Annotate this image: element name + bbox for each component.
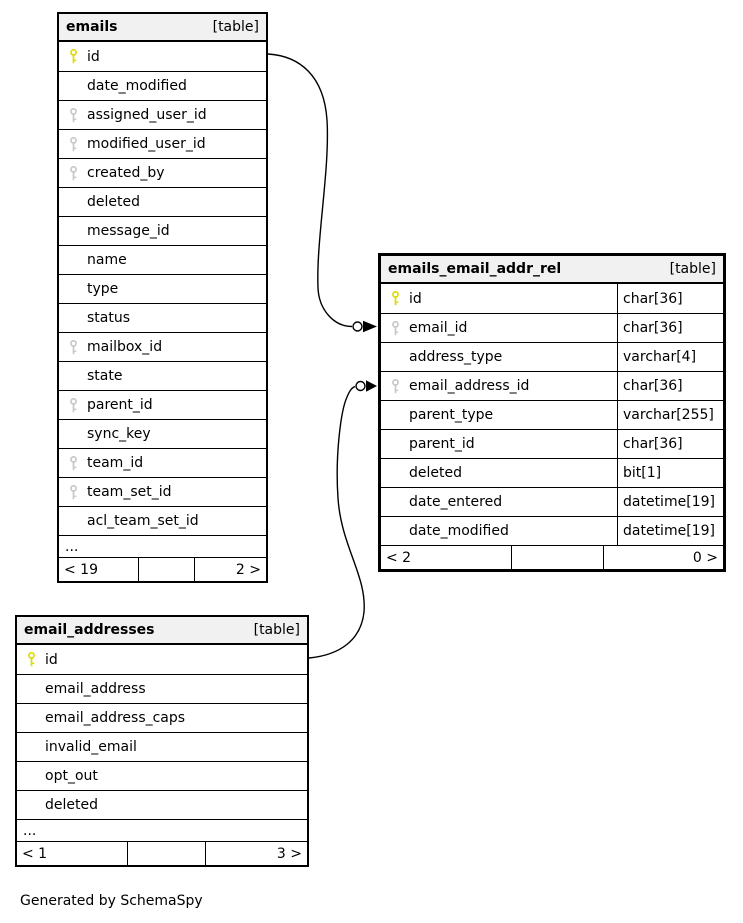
column-name-label: email_address_caps: [45, 710, 186, 726]
column-name-label: opt_out: [45, 768, 98, 784]
column-name: [59, 72, 266, 100]
column-name-label: parent_id: [409, 436, 475, 452]
footer-parents-count: < 2: [386, 549, 412, 566]
column-name-label: created_by: [87, 165, 165, 181]
column-name-label: email_address: [45, 681, 146, 697]
column-name: [381, 343, 617, 371]
column-name-label: id: [87, 48, 100, 65]
column-deleted: [59, 187, 266, 216]
cardinality-circle: [356, 382, 365, 391]
primary-key-icon: [68, 49, 79, 64]
column-name: [59, 391, 266, 419]
column-name-label: team_set_id: [87, 484, 172, 500]
column-name-label: sync_key: [87, 426, 151, 442]
column-name-label: state: [87, 368, 123, 384]
foreign-key-icon: [68, 456, 79, 471]
column-name-label: id: [409, 290, 422, 307]
table-header: [17, 617, 307, 645]
foreign-key-icon: [68, 108, 79, 123]
foreign-key-icon: [68, 340, 79, 355]
column-name: [59, 246, 266, 274]
column-name: [381, 372, 617, 400]
foreign-key-icon: [68, 137, 79, 152]
column-name-label: message_id: [87, 223, 170, 239]
column-parent_id: [59, 390, 266, 419]
key-icon-slot: [388, 379, 402, 394]
column-name: [59, 188, 266, 216]
column-name: [59, 304, 266, 332]
column-date_entered: [381, 487, 723, 516]
foreign-key-icon: [68, 398, 79, 413]
key-icon-slot: [24, 652, 38, 667]
footer-children-count: 0 >: [603, 546, 723, 569]
primary-key-icon: [390, 291, 401, 306]
column-email_address: [17, 674, 307, 703]
relationship-curve: [309, 387, 364, 659]
key-icon-slot: [66, 456, 80, 471]
column-created_by: [59, 158, 266, 187]
column-email_address_id: [381, 371, 723, 400]
foreign-key-icon: [68, 485, 79, 500]
key-icon-slot: [66, 49, 80, 64]
column-name: [17, 645, 307, 674]
column-name-label: deleted: [409, 465, 462, 481]
column-name-label: address_type: [409, 349, 503, 365]
column-name-label: parent_type: [409, 407, 494, 423]
footer-children-count: 2 >: [194, 558, 266, 581]
column-name-label: email_id: [409, 320, 468, 336]
column-name: [17, 791, 307, 819]
column-name: [59, 333, 266, 361]
column-sync_key: [59, 419, 266, 448]
column-date_modified: [381, 516, 723, 545]
table-footer: [17, 841, 307, 865]
column-name: [59, 507, 266, 535]
arrowhead: [363, 321, 377, 332]
relationship-curve: [268, 54, 352, 327]
column-name: [17, 733, 307, 761]
column-name-label: assigned_user_id: [87, 107, 207, 123]
column-team_set_id: [59, 477, 266, 506]
key-icon-slot: [66, 137, 80, 152]
column-name: [59, 159, 266, 187]
column-name-label: team_id: [87, 455, 144, 471]
column-type: [59, 274, 266, 303]
primary-key-icon: [26, 652, 37, 667]
column-name: [59, 449, 266, 477]
footer-middle-cell: [138, 558, 194, 581]
column-name-label: acl_team_set_id: [87, 513, 199, 529]
column-parent_id: [381, 429, 723, 458]
table-footer: [59, 557, 266, 581]
column-name-label: email_address_id: [409, 378, 530, 394]
table-footer: [381, 545, 723, 569]
key-icon-slot: [66, 340, 80, 355]
column-type: char[36]: [617, 372, 723, 400]
column-type: datetime[19]: [617, 517, 723, 545]
column-id: [17, 645, 307, 674]
column-invalid_email: [17, 732, 307, 761]
column-type: char[36]: [617, 284, 723, 313]
table-title: emails: [66, 19, 118, 35]
column-id: [381, 284, 723, 313]
table-tag-label: [table]: [669, 261, 716, 277]
footer-middle-cell: [127, 842, 205, 865]
column-date_modified: [59, 71, 266, 100]
column-name: [59, 101, 266, 129]
column-name: [59, 245, 266, 274]
column-name-label: date_modified: [409, 523, 509, 539]
ellipsis-row: ...: [59, 535, 266, 557]
column-name-label: date_entered: [409, 494, 503, 510]
column-acl_team_set_id: [59, 506, 266, 535]
column-email_address_caps: [17, 703, 307, 732]
foreign-key-icon: [68, 166, 79, 181]
column-team_id: [59, 448, 266, 477]
column-deleted: [17, 790, 307, 819]
foreign-key-icon: [390, 321, 401, 336]
column-name: [59, 275, 266, 303]
column-type: datetime[19]: [617, 488, 723, 516]
column-name: [381, 314, 617, 342]
column-opt_out: [17, 761, 307, 790]
column-mailbox_id: [59, 332, 266, 361]
column-state: [59, 361, 266, 390]
key-icon-slot: [66, 166, 80, 181]
column-parent_type: [381, 400, 723, 429]
column-message_id: [59, 216, 266, 245]
footer-children-count: 3 >: [205, 842, 307, 865]
relationship-email_addresses-id-to-emails_email_addr_rel-email_address_id: [309, 380, 377, 658]
column-assigned_user_id: [59, 100, 266, 129]
arrowhead: [366, 380, 377, 391]
key-icon-slot: [66, 485, 80, 500]
key-icon-slot: [388, 321, 402, 336]
footer-middle-cell: [511, 546, 603, 569]
column-name: [59, 420, 266, 448]
column-email_id: [381, 313, 723, 342]
column-name: [59, 42, 266, 71]
column-type: varchar[4]: [617, 343, 723, 371]
column-id: [59, 42, 266, 71]
table-node-emails[interactable]: [57, 12, 268, 583]
column-name: [17, 762, 307, 790]
column-type: bit[1]: [617, 459, 723, 487]
column-name: [17, 704, 307, 732]
column-name-label: name: [87, 252, 127, 268]
table-header: [381, 256, 723, 284]
generated-by-note: Generated by SchemaSpy: [20, 893, 203, 909]
column-name-label: modified_user_id: [87, 136, 206, 152]
column-name-label: id: [45, 651, 58, 668]
column-name: [381, 430, 617, 458]
column-type: char[36]: [617, 314, 723, 342]
column-name: [59, 478, 266, 506]
column-name: [59, 362, 266, 390]
key-icon-slot: [388, 291, 402, 306]
column-status: [59, 303, 266, 332]
column-type: char[36]: [617, 430, 723, 458]
column-name-label: mailbox_id: [87, 339, 163, 355]
column-name: [381, 517, 617, 545]
column-name: [381, 459, 617, 487]
key-icon-slot: [66, 398, 80, 413]
table-header: [59, 14, 266, 42]
column-name-label: deleted: [45, 797, 98, 813]
column-name-label: invalid_email: [45, 739, 137, 755]
relationship-emails-id-to-emails_email_addr_rel-email_id: [268, 54, 377, 332]
column-name: [59, 130, 266, 158]
column-name: [381, 401, 617, 429]
column-name-label: status: [87, 310, 131, 326]
table-title: emails_email_addr_rel: [388, 261, 562, 277]
column-name: [381, 284, 617, 313]
ellipsis-row: ...: [17, 819, 307, 841]
footer-parents-count: < 19: [64, 561, 98, 578]
cardinality-circle: [353, 322, 362, 331]
column-modified_user_id: [59, 129, 266, 158]
footer-parents-count: < 1: [22, 845, 48, 862]
column-type: varchar[255]: [617, 401, 723, 429]
column-name-label: type: [87, 281, 119, 297]
column-name-label: deleted: [87, 194, 140, 210]
column-address_type: [381, 342, 723, 371]
column-name: [59, 217, 266, 245]
column-name-label: date_modified: [87, 78, 187, 94]
column-name-label: parent_id: [87, 397, 153, 413]
table-node-email_addresses[interactable]: [15, 615, 309, 867]
column-name: [17, 675, 307, 703]
table-title: email_addresses: [24, 622, 155, 638]
key-icon-slot: [66, 108, 80, 123]
table-node-emails_email_addr_rel[interactable]: [378, 253, 726, 572]
column-deleted: [381, 458, 723, 487]
foreign-key-icon: [390, 379, 401, 394]
column-name: [381, 488, 617, 516]
table-tag-label: [table]: [212, 19, 259, 35]
table-tag-label: [table]: [253, 622, 300, 638]
